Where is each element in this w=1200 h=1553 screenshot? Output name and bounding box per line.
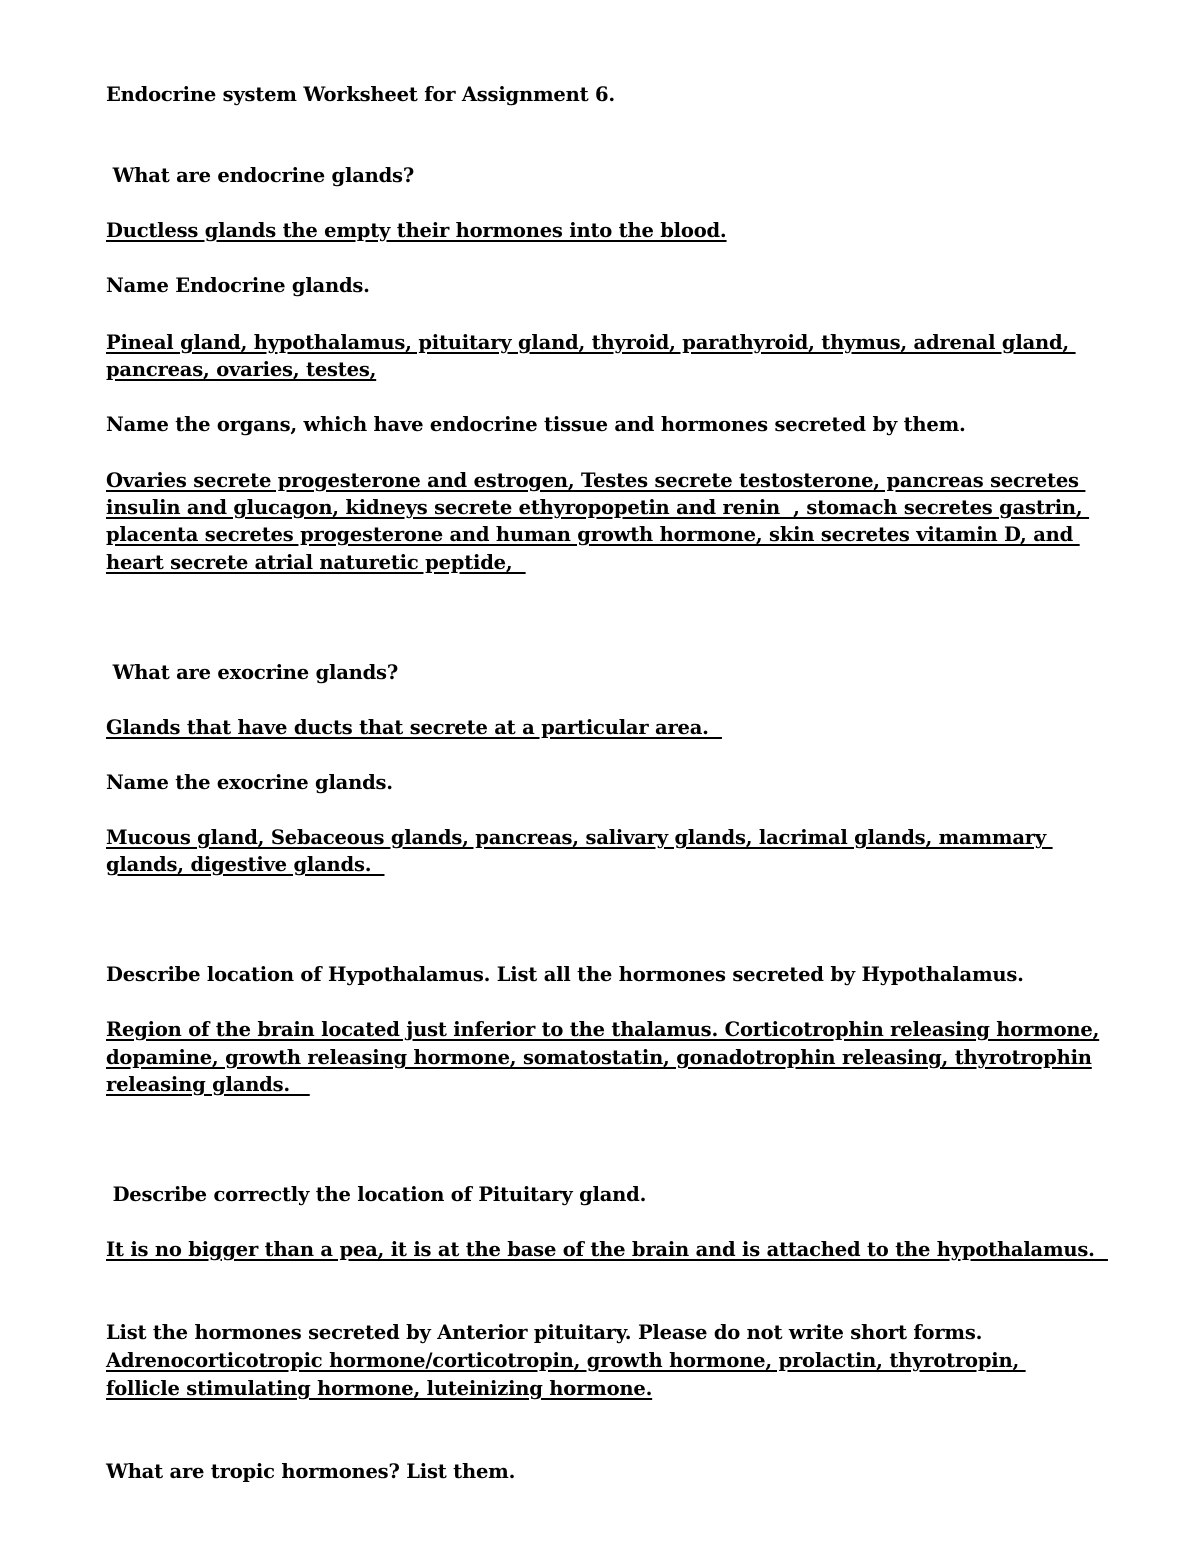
question-hypothalamus: Describe location of Hypothalamus. List all the hormones secreted by Hypothalamus. [106, 963, 1024, 986]
answer-hypothalamus-line-3: releasing glands. [106, 1073, 310, 1096]
question-anterior-pituitary-hormones: List the hormones secreted by Anterior pituitary. Please do not write short forms. [106, 1321, 983, 1344]
answer-name-exocrine-glands-line-1: Mucous gland, Sebaceous glands, pancreas, salivary glands, lacrimal glands, mammary [106, 826, 1053, 849]
question-pituitary-location: Describe correctly the location of Pituitary gland. [106, 1183, 647, 1206]
answer-organs-line-2: insulin and glucagon, kidneys secrete ethyropopetin and renin , stomach secretes gastrin, [106, 496, 1090, 519]
answer-pituitary-location: It is no bigger than a pea, it is at the base of the brain and is attached to the hypothalamus. [106, 1238, 1108, 1261]
answer-hypothalamus-line-2: dopamine, growth releasing hormone, somatostatin, gonadotrophin releasing, thyrotrophin [106, 1046, 1092, 1069]
answer-name-endocrine-glands-line-2: pancreas, ovaries, testes, [106, 358, 377, 381]
question-organs-endocrine-tissue: Name the organs, which have endocrine tissue and hormones secreted by them. [106, 413, 966, 436]
answer-organs-line-3: placenta secretes progesterone and human growth hormone, skin secretes vitamin D, and [106, 523, 1080, 546]
question-endocrine-glands: What are endocrine glands? [106, 164, 415, 187]
question-tropic-hormones: What are tropic hormones? List them. [106, 1460, 516, 1483]
answer-organs-line-1: Ovaries secrete progesterone and estrogen, Testes secrete testosterone, pancreas secretes [106, 469, 1086, 492]
worksheet-title: Endocrine system Worksheet for Assignment 6. [106, 83, 615, 106]
answer-anterior-pituitary-line-1: Adrenocorticotropic hormone/corticotropin, growth hormone, prolactin, thyrotropin, [106, 1349, 1026, 1372]
answer-anterior-pituitary-line-2: follicle stimulating hormone, luteinizing hormone. [106, 1377, 653, 1400]
question-name-exocrine-glands: Name the exocrine glands. [106, 771, 393, 794]
answer-hypothalamus-line-1: Region of the brain located just inferior to the thalamus. Corticotrophin releasing hormone, [106, 1018, 1100, 1041]
answer-name-endocrine-glands-line-1: Pineal gland, hypothalamus, pituitary gland, thyroid, parathyroid, thymus, adrenal gland, [106, 331, 1076, 354]
answer-endocrine-glands: Ductless glands the empty their hormones into the blood. [106, 219, 727, 242]
answer-exocrine-glands: Glands that have ducts that secrete at a particular area. [106, 716, 722, 739]
question-name-endocrine-glands: Name Endocrine glands. [106, 274, 370, 297]
answer-name-exocrine-glands-line-2: glands, digestive glands. [106, 853, 385, 876]
question-exocrine-glands: What are exocrine glands? [106, 661, 399, 684]
answer-organs-line-4: heart secrete atrial naturetic peptide, [106, 551, 526, 574]
